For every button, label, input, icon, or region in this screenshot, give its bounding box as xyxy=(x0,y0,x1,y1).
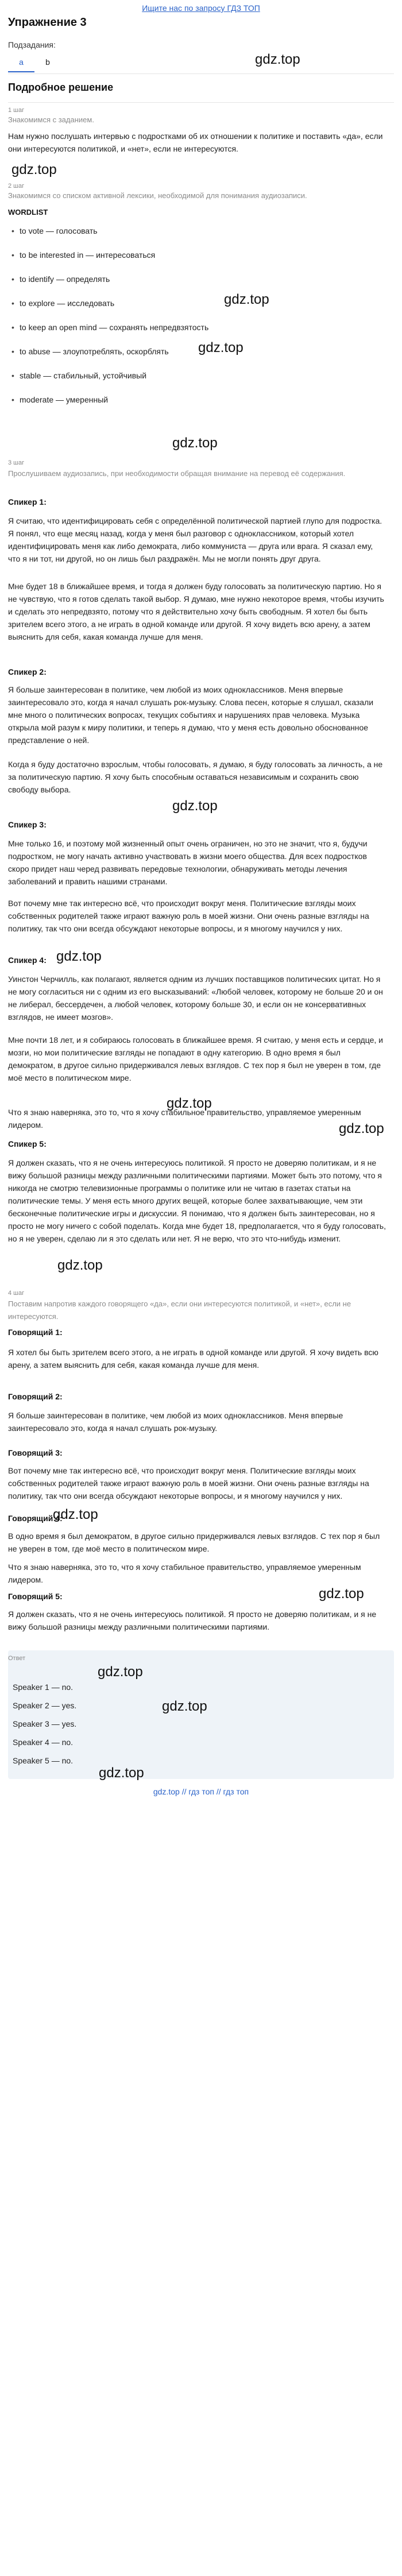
transcript-paragraph: Когда я буду достаточно взрослым, чтобы голосовать, я думаю, я буду голосовать за личность, а не за политическую партию. Я хочу быть способным оставаться независимым и сохранить свою свободу выбора. xyxy=(8,760,383,794)
summary-paragraph: Я должен сказать, что я не очень интересуюсь политикой. Я просто не доверяю политикам, и я не вижу большой разницы между различными политическими партиями. xyxy=(8,1610,377,1631)
wordlist-item: • to abuse — злоупотреблять, оскорблять xyxy=(20,347,169,356)
transcript-paragraph: Что я знаю наверняка, это то, что я хочу стабильное правительство, управляемое умеренным лидером. xyxy=(8,1108,361,1130)
search-link[interactable]: Ищите нас по запросу ГДЗ ТОП xyxy=(142,3,260,13)
exercise-title: Упражнение 3 xyxy=(8,16,87,29)
speaker-label: Говорящий 2: xyxy=(8,1392,63,1401)
watermark: gdz.top xyxy=(167,1096,212,1111)
step-label: 4 шаг xyxy=(8,1290,25,1297)
step-label: 1 шаг xyxy=(8,107,25,114)
footer-links[interactable]: gdz.top // гдз топ // гдз топ xyxy=(153,1787,249,1796)
watermark: gdz.top xyxy=(172,435,218,451)
speaker-label: Спикер 4: xyxy=(8,956,47,965)
divider xyxy=(8,102,394,103)
wordlist-item: • stable — стабильный, устойчивый xyxy=(20,371,146,380)
subtasks-label: Подзадания: xyxy=(8,40,56,49)
speaker-label: Спикер 2: xyxy=(8,667,47,676)
transcript-paragraph: Я должен сказать, что я не очень интересуюсь политикой. Я просто не доверяю политикам, и я не вижу большой разницы между различными политическими партиями. Может быть это потому, что я никогда не смотрю телевизионные программы о политике или не читаю в газетах статьи на политические темы. У меня есть много других вещей, которые более захватывающие, чем эти бесконечные политические игры и дискуссии. Я понимаю, что я должен быть заинтересован, но я просто не могу ничего с собой поделать. Когда мне будет 18, предполагается, что я буду голосовать, но я не уверен, сделаю ли я это сделать или нет. Я не верю, что это что-нибудь изменит. xyxy=(8,1158,386,1243)
task-text: Нам нужно послушать интервью с подростками об их отношении к политике и поставить «да», если они интересуются политикой, и «нет», если не интересуются. xyxy=(8,131,383,153)
subtask-tabs xyxy=(8,53,61,72)
speaker-label: Говорящий 4: xyxy=(8,1514,63,1523)
wordlist-item: • to vote — голосовать xyxy=(20,226,98,235)
transcript-paragraph: Я считаю, что идентифицировать себя с определённой политической партией глупо для подростка. Я понял, что еще месяц назад, когда у меня был разговор с одноклассником, который хотел идентифицировать меня как либо демократа, либо коммуниста — друга или врага. Я сказал ему, что я ни тот, ни другой, но он лишь был раздражён. Мы не могли понять друг друга. xyxy=(8,516,382,563)
wordlist-item: • to identify — определять xyxy=(20,274,110,284)
step-label: 3 шаг xyxy=(8,459,25,466)
tab-a[interactable]: a xyxy=(8,53,34,72)
wordlist-item: • moderate — умеренный xyxy=(20,395,108,404)
watermark: gdz.top xyxy=(224,292,269,307)
watermark: gdz.top xyxy=(56,949,102,964)
watermark: gdz.top xyxy=(53,1507,98,1522)
transcript-paragraph: Я больше заинтересован в политике, чем любой из моих одноклассников. Меня впервые заинтересовало это, когда я начал слушать рок-музыку. Слова песен, которые я слушал, сказали мне много о политических вопросах, текущих событиях и нарушениях прав человека. Музыка открыла мой разум к миру политики, и теперь я думаю, что у меня есть довольно обоснованное представление о ней. xyxy=(8,685,374,745)
transcript-paragraph: Мне будет 18 в ближайшее время, и тогда я должен буду голосовать за политическую партию. Но я не чувствую, что я готов сделать такой выбор. Я думаю, мне нужно некоторое время, чтобы изучить и сделать это непредвзято, потому что я действительно хочу быть свободным. Я хотел бы быть зрителем всего этого, а не играть в одной команде или другой. Я хочу видеть всю арену, а затем выяснить для себя, какая команда лучше для меня. xyxy=(8,582,384,641)
watermark: gdz.top xyxy=(11,162,57,177)
watermark: gdz.top xyxy=(255,52,300,67)
wordlist-item: • to be interested in — интересоваться xyxy=(20,250,155,260)
watermark: gdz.top xyxy=(57,1258,103,1273)
wordlist-title: WORDLIST xyxy=(8,208,48,216)
summary-paragraph: Я хотел бы быть зрителем всего этого, а не играть в одной команде или другой. Я хочу видеть всю арену, а затем выяснить для себя, какая команда лучше для меня. xyxy=(8,1348,378,1370)
watermark: gdz.top xyxy=(198,340,243,355)
answer-item: Speaker 3 — yes. xyxy=(13,1719,77,1728)
transcript-paragraph: Уинстон Черчилль, как полагают, является одним из лучших поставщиков политических цитат. Но я не могу согласиться ни с одним из его высказываний: «Любой человек, которому не больше 20 и он не либерал, бессердечен, а любой человек, которому больше 30, и если он не консервативных взглядов, не имеет мозгов». xyxy=(8,974,383,1022)
watermark: gdz.top xyxy=(162,1699,207,1714)
step-hint: Знакомимся со списком активной лексики, необходимой для понимания аудиозаписи. xyxy=(8,191,307,200)
watermark: gdz.top xyxy=(172,798,218,814)
watermark: gdz.top xyxy=(98,1664,143,1680)
transcript-paragraph: Вот почему мне так интересно всё, что происходит вокруг меня. Политические взгляды моих собственных родителей также играют важную роль в моей жизни. Они очень разные взгляды на политику, так что они всегда обсуждают некоторые вопросы, и я многому научился у них. xyxy=(8,899,369,933)
tab-b[interactable]: b xyxy=(45,57,50,67)
speaker-label: Говорящий 5: xyxy=(8,1592,63,1601)
solution-title: Подробное решение xyxy=(8,82,114,93)
answer-item: Speaker 4 — no. xyxy=(13,1738,74,1747)
answer-item: Speaker 1 — no. xyxy=(13,1682,74,1692)
transcript-paragraph: Мне почти 18 лет, и я собираюсь голосовать в ближайшее время. Я считаю, у меня есть и сердце, и мозги, но мои политические взгляды не попадают в одну категорию. В одно время я был демократом, в другое сильно придерживался левых взглядов. С тех пор я был не уверен в том, где моё место в политическом мире. xyxy=(8,1035,383,1082)
speaker-label: Говорящий 3: xyxy=(8,1448,63,1457)
transcript-paragraph: Мне только 16, и поэтому мой жизненный опыт очень ограничен, но это не значит, что я, будучи подростком, не могу начать активно участвовать в жизни моего общества. Для всех подростков скоро придет наш черед развивать передовые технологии, обнаруживать методы лечения заболеваний и править нашими странами. xyxy=(8,839,368,886)
step-label: 2 шаг xyxy=(8,183,25,189)
speaker-label: Спикер 3: xyxy=(8,820,47,829)
wordlist-item: • to keep an open mind — сохранять непредвзятость xyxy=(20,323,208,332)
summary-paragraph: Что я знаю наверняка, это то, что я хочу стабильное правительство, управляемое умеренным лидером. xyxy=(8,1562,361,1584)
summary-paragraph: В одно время я был демократом, в другое сильно придерживался левых взглядов. С тех пор я был не уверен в том, где моё место в политическом мире. xyxy=(8,1531,380,1553)
step-hint: Поставим напротив каждого говорящего «да», если они интересуются политикой, и «нет», если не интересуются. xyxy=(8,1299,351,1321)
speaker-label: Спикер 5: xyxy=(8,1139,47,1148)
summary-paragraph: Вот почему мне так интересно всё, что происходит вокруг меня. Политические взгляды моих собственных родителей также играют важную роль в моей жизни. Они очень разные взгляды на политику, так что они всегда обсуждают некоторые вопросы, и я многому научился у них. xyxy=(8,1466,369,1500)
speaker-label: Спикер 1: xyxy=(8,497,47,506)
step-hint: Знакомимся с заданием. xyxy=(8,115,94,124)
speaker-label: Говорящий 1: xyxy=(8,1328,63,1337)
watermark: gdz.top xyxy=(99,1765,144,1781)
answer-item: Speaker 2 — yes. xyxy=(13,1701,77,1710)
answer-item: Speaker 5 — no. xyxy=(13,1756,74,1765)
step-hint: Прослушиваем аудиозапись, при необходимости обращая внимание на перевод её содержания. xyxy=(8,469,346,478)
answer-label: Ответ xyxy=(8,1655,26,1662)
watermark: gdz.top xyxy=(339,1121,384,1136)
watermark: gdz.top xyxy=(319,1586,364,1602)
summary-paragraph: Я больше заинтересован в политике, чем любой из моих одноклассников. Меня впервые заинтересовало это, когда я начал слушать рок-музыку. xyxy=(8,1411,343,1433)
wordlist-item: • to explore — исследовать xyxy=(20,299,114,308)
